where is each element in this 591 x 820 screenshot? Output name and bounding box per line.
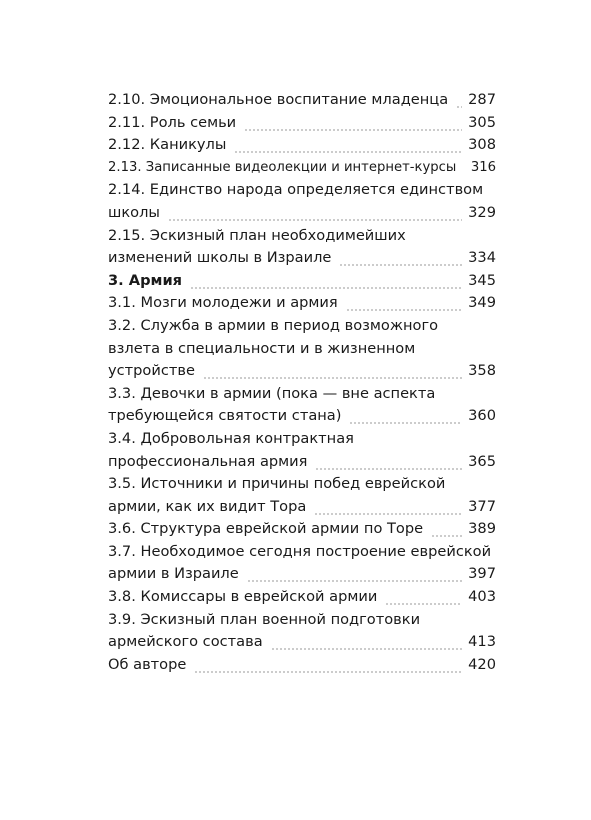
toc-entry-line: [108, 518, 496, 541]
toc-entry: [108, 225, 496, 270]
toc-entry-title: устройстве: [108, 362, 195, 380]
toc-page-number: 377: [468, 497, 496, 515]
toc-entry-line: [108, 179, 496, 202]
toc-entry: [108, 383, 496, 428]
toc-entry: [108, 654, 496, 677]
toc-entry-title: 3. Армия: [108, 271, 183, 289]
toc-page-number: 397: [468, 565, 496, 583]
toc-page-number: 308: [468, 136, 496, 154]
toc-page-number: 345: [468, 271, 496, 289]
toc-entry-line: [108, 451, 496, 474]
toc-entry-title: 3.1. Мозги молодежи и армия: [108, 294, 338, 312]
toc-entry-title: 2.11. Роль семьи: [108, 113, 237, 131]
dot-leader: [271, 631, 462, 654]
toc-entry-title: армии в Израиле: [108, 565, 239, 583]
table-of-contents: [108, 89, 496, 676]
dot-leader: [315, 451, 462, 474]
toc-entry-title: школы: [108, 203, 160, 221]
toc-page-number: 403: [468, 588, 496, 606]
dot-leader: [194, 654, 462, 677]
toc-entry: [108, 518, 496, 541]
toc-entry-line: [108, 428, 496, 451]
dot-leader: [247, 563, 462, 586]
toc-entry-line: [108, 496, 496, 519]
toc-page-number: 413: [468, 633, 496, 651]
toc-entry: [108, 586, 496, 609]
toc-page-number: 329: [468, 203, 496, 221]
toc-entry-line: [108, 89, 496, 112]
toc-entry: [108, 134, 496, 157]
dot-leader: [456, 89, 462, 112]
toc-page-number: 305: [468, 113, 496, 131]
toc-entry: [108, 157, 496, 180]
toc-entry: [108, 179, 496, 224]
toc-entry-line: [108, 586, 496, 609]
toc-entry-line: [108, 609, 496, 632]
dot-leader: [190, 270, 462, 293]
toc-entry-title: 3.5. Источники и причины побед еврейской: [108, 475, 446, 493]
toc-page-number: 389: [468, 520, 496, 538]
toc-entry-title: 2.14. Единство народа определяется единством: [108, 181, 484, 199]
toc-entry-line: [108, 292, 496, 315]
dot-leader: [346, 292, 462, 315]
toc-entry-title: изменений школы в Израиле: [108, 249, 332, 267]
toc-entry: [108, 609, 496, 654]
toc-entry-line: [108, 112, 496, 135]
toc-entry: [108, 89, 496, 112]
dot-leader: [244, 112, 462, 135]
toc-entry-line: [108, 563, 496, 586]
dot-leader: [339, 247, 462, 270]
dot-leader: [203, 360, 462, 383]
dot-leader: [349, 405, 462, 428]
toc-entry: [108, 473, 496, 518]
toc-entry-title: 2.12. Каникулы: [108, 136, 227, 154]
toc-entry-title: Об авторе: [108, 655, 187, 673]
toc-entry-line: [108, 360, 496, 383]
toc-entry-line: [108, 383, 496, 406]
toc-page-number: 360: [468, 407, 496, 425]
toc-entry-line: [108, 473, 496, 496]
toc-entry-title: 3.8. Комиссары в еврейской армии: [108, 588, 378, 606]
toc-entry-line: [108, 315, 496, 338]
toc-page-number: 287: [468, 91, 496, 108]
dot-leader: [314, 496, 462, 519]
toc-entry: [108, 112, 496, 135]
toc-entry-line: [108, 270, 496, 293]
toc-page-number: 365: [468, 452, 496, 470]
toc-entry-title: 3.3. Девочки в армии (пока — вне аспекта: [108, 384, 436, 402]
toc-page-number: 420: [468, 655, 496, 673]
toc-entry: [108, 315, 496, 383]
toc-page-number: 358: [468, 362, 496, 380]
toc-entry-line: [108, 405, 496, 428]
toc-entry-title: 3.9. Эскизный план военной подготовки: [108, 610, 421, 628]
toc-entry-title: взлета в специальности и в жизненном: [108, 339, 416, 357]
toc-entry-line: [108, 134, 496, 157]
toc-entry-title: 3.4. Добровольная контрактная: [108, 429, 354, 447]
toc-entry: [108, 292, 496, 315]
toc-entry-title: 3.2. Служба в армии в период возможного: [108, 316, 439, 334]
dot-leader: [234, 134, 462, 157]
toc-page-number: 334: [468, 249, 496, 267]
toc-entry-line: [108, 157, 496, 180]
toc-entry-title: армейского состава: [108, 633, 263, 651]
toc-entry: [108, 541, 496, 586]
toc-entry: [108, 428, 496, 473]
toc-entry-line: [108, 541, 496, 564]
toc-entry-title: 2.10. Эмоциональное воспитание младенца: [108, 91, 449, 108]
toc-entry-line: [108, 247, 496, 270]
toc-section-entry: [108, 270, 496, 293]
toc-entry-title: 3.7. Необходимое сегодня построение еврейской: [108, 542, 492, 560]
toc-entry-title: 3.6. Структура еврейской армии по Торе: [108, 520, 424, 538]
dot-leader: [168, 202, 462, 225]
dot-leader: [431, 518, 462, 541]
toc-page-number: 316: [470, 159, 496, 175]
toc-entry-line: [108, 654, 496, 677]
toc-entry-title: требующейся святости стана): [108, 407, 342, 425]
toc-entry-line: [108, 202, 496, 225]
toc-entry-title: 2.15. Эскизный план необходимейших: [108, 226, 406, 244]
toc-entry-line: [108, 631, 496, 654]
toc-entry-title: армии, как их видит Тора: [108, 497, 307, 515]
toc-entry-line: [108, 225, 496, 248]
toc-entry-title: профессиональная армия: [108, 452, 308, 470]
toc-page-number: 349: [468, 294, 496, 312]
toc-entry-line: [108, 338, 496, 361]
dot-leader: [385, 586, 462, 609]
toc-entry-title: 2.13. Записанные видеолекции и интернет-курсы: [108, 159, 457, 175]
